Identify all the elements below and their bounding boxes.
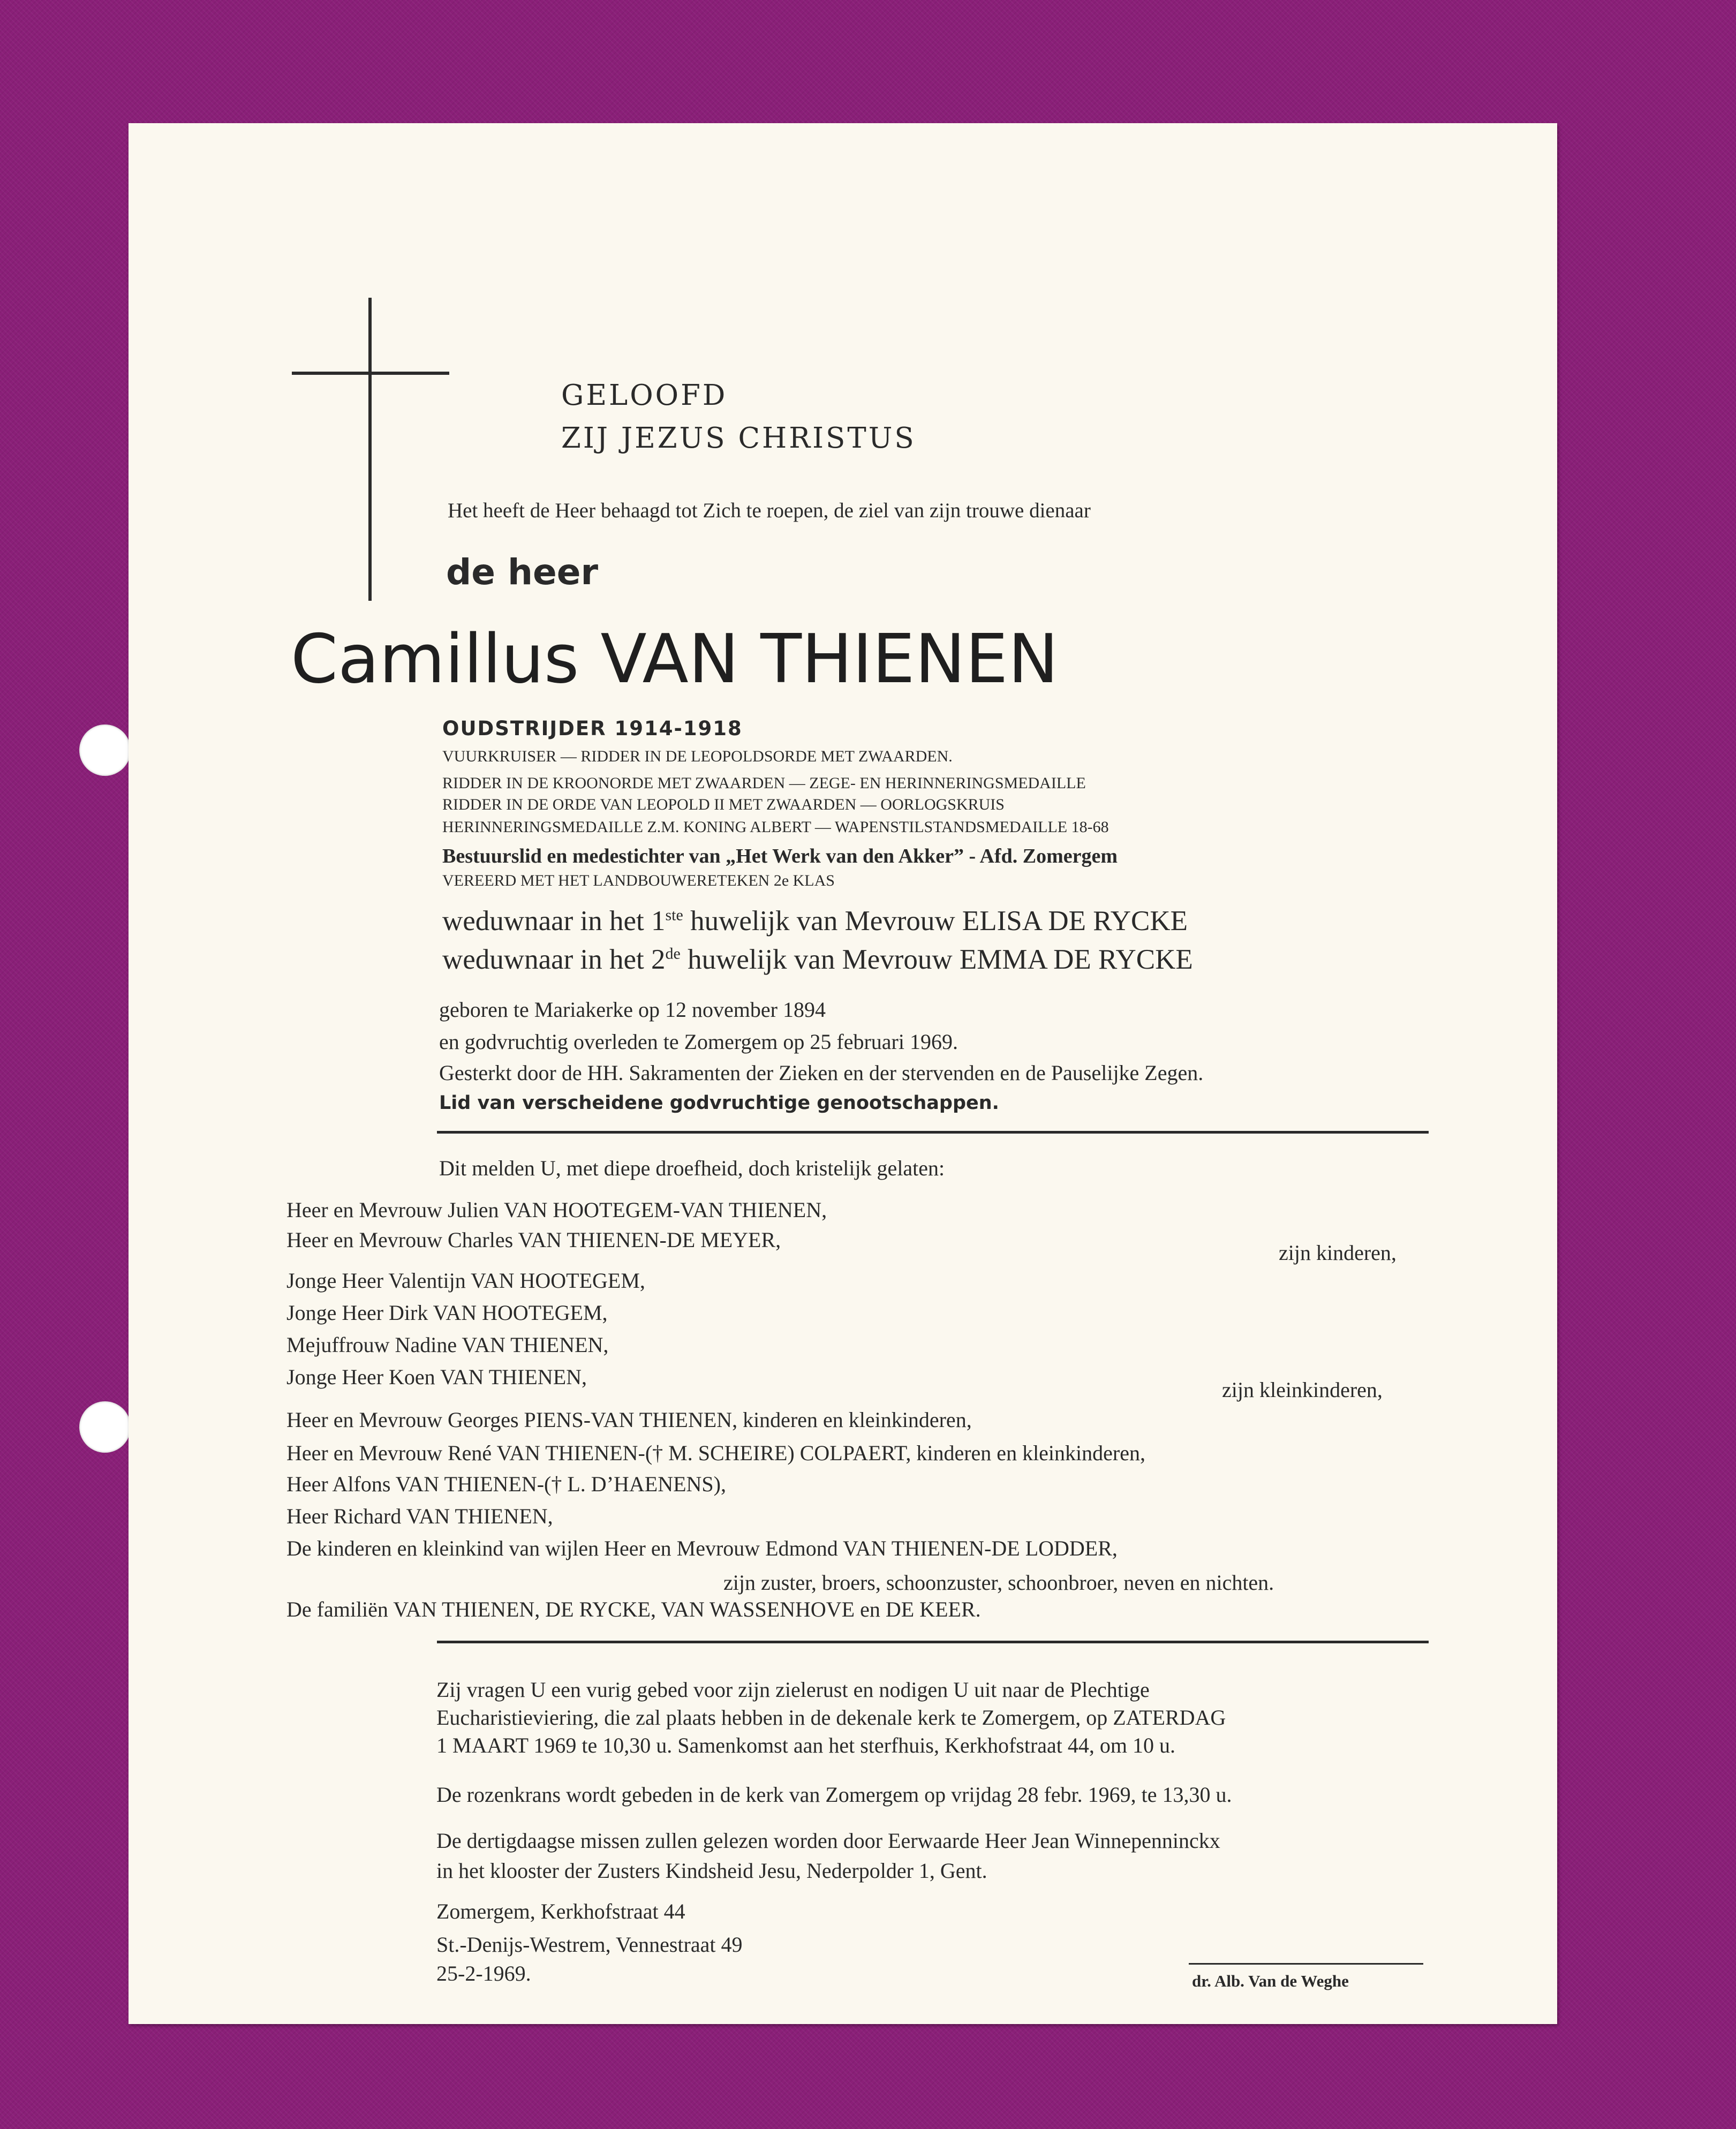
decoration-line-1: VUURKRUISER — RIDDER IN DE LEOPOLDSORDE MET ZWAARDEN. bbox=[442, 748, 953, 765]
masses-line-2: in het klooster der Zusters Kindsheid Jesu, Nederpolder 1, Gent. bbox=[436, 1859, 987, 1883]
honored-line: VEREERD MET HET LANDBOUWERETEKEN 2e KLAS bbox=[442, 872, 835, 889]
family-line-7: Heer en Mevrouw Georges PIENS-VAN THIENEN, kinderen en kleinkinderen, bbox=[286, 1408, 972, 1432]
printer-rule bbox=[1189, 1963, 1423, 1965]
service-line-2: Eucharistieviering, die zal plaats hebben in de dekenale kerk te Zomergem, op ZATERDAG bbox=[436, 1705, 1226, 1730]
family-line-5: Mejuffrouw Nadine VAN THIENEN, bbox=[286, 1333, 609, 1357]
marriage-line-1 bbox=[442, 907, 1188, 935]
divider-1 bbox=[437, 1131, 1429, 1134]
marriage-line-2 bbox=[442, 946, 1193, 974]
birth-line: geboren te Mariakerke op 12 november 1894 bbox=[439, 998, 826, 1022]
marriage-1-prefix: weduwnaar in het 1 bbox=[442, 905, 666, 937]
punch-hole-bottom bbox=[79, 1401, 131, 1453]
family-line-8: Heer en Mevrouw René VAN THIENEN-(† M. SCHEIRE) COLPAERT, kinderen en kleinkinderen, bbox=[286, 1441, 1145, 1465]
marriage-1-suffix: huwelijk van Mevrouw ELISA DE RYCKE bbox=[683, 905, 1188, 937]
honorific: de heer bbox=[446, 552, 599, 593]
relation-grandchildren: zijn kleinkinderen, bbox=[1222, 1378, 1383, 1402]
marriage-1-ordinal: ste bbox=[665, 906, 683, 924]
header-line-2: ZIJ JEZUS CHRISTUS bbox=[561, 422, 916, 455]
relation-siblings: zijn zuster, broers, schoonzuster, schoonbroer, neven en nichten. bbox=[723, 1571, 1274, 1595]
announce-line: Dit melden U, met diepe droefheid, doch kristelijk gelaten: bbox=[439, 1156, 945, 1180]
death-line: en godvruchtig overleden te Zomergem op 25 februari 1969. bbox=[439, 1030, 958, 1054]
masses-line-1: De dertigdaagse missen zullen gelezen worden door Eerwaarde Heer Jean Winnepenninckx bbox=[436, 1829, 1220, 1853]
sacraments-line: Gesterkt door de HH. Sakramenten der Zieken en der stervenden en de Pauselijke Zegen. bbox=[439, 1061, 1204, 1085]
family-line-10: Heer Richard VAN THIENEN, bbox=[286, 1504, 553, 1528]
family-line-3: Jonge Heer Valentijn VAN HOOTEGEM, bbox=[286, 1269, 645, 1293]
board-member-line: Bestuurslid en medestichter van „Het Werk van den Akker” - Afd. Zomergem bbox=[442, 845, 1118, 867]
deceased-name: Camillus VAN THIENEN bbox=[291, 620, 1059, 698]
family-line-12: De familiën VAN THIENEN, DE RYCKE, VAN WASSENHOVE en DE KEER. bbox=[286, 1597, 981, 1621]
family-line-6: Jonge Heer Koen VAN THIENEN, bbox=[286, 1365, 587, 1389]
header-line-1: GELOOFD bbox=[561, 379, 728, 412]
relation-children: zijn kinderen, bbox=[1279, 1241, 1397, 1265]
family-line-9: Heer Alfons VAN THIENEN-(† L. D’HAENENS), bbox=[286, 1472, 726, 1496]
printer-credit: dr. Alb. Van de Weghe bbox=[1192, 1972, 1349, 1990]
family-line-1: Heer en Mevrouw Julien VAN HOOTEGEM-VAN THIENEN, bbox=[286, 1198, 827, 1222]
family-line-2: Heer en Mevrouw Charles VAN THIENEN-DE MEYER, bbox=[286, 1228, 781, 1252]
marriage-2-suffix: huwelijk van Mevrouw EMMA DE RYCKE bbox=[680, 944, 1193, 975]
cross-icon-vertical bbox=[368, 298, 372, 601]
marriage-2-prefix: weduwnaar in het 2 bbox=[442, 944, 666, 975]
veteran-line: OUDSTRIJDER 1914-1918 bbox=[442, 717, 743, 740]
intro-text: Het heeft de Heer behaagd tot Zich te roepen, de ziel van zijn trouwe dienaar bbox=[448, 499, 1091, 522]
service-line-3: 1 MAART 1969 te 10,30 u. Samenkomst aan het sterfhuis, Kerkhofstraat 44, om 10 u. bbox=[436, 1733, 1175, 1757]
member-line: Lid van verscheidene godvruchtige genootschappen. bbox=[439, 1092, 999, 1114]
marriage-2-ordinal: de bbox=[665, 945, 681, 963]
family-line-11: De kinderen en kleinkind van wijlen Heer en Mevrouw Edmond VAN THIENEN-DE LODDER, bbox=[286, 1536, 1118, 1560]
family-line-4: Jonge Heer Dirk VAN HOOTEGEM, bbox=[286, 1301, 608, 1325]
decoration-line-4: HERINNERINGSMEDAILLE Z.M. KONING ALBERT — WAPENSTILSTANDSMEDAILLE 18-68 bbox=[442, 818, 1109, 836]
punch-hole-top bbox=[79, 724, 131, 776]
address-line-2: St.-Denijs-Westrem, Vennestraat 49 bbox=[436, 1932, 743, 1957]
rosary-line: De rozenkrans wordt gebeden in de kerk van Zomergem op vrijdag 28 febr. 1969, te 13,30 u. bbox=[436, 1783, 1232, 1807]
service-line-1: Zij vragen U een vurig gebed voor zijn zielerust en nodigen U uit naar de Plechtige bbox=[436, 1678, 1150, 1702]
cross-icon-horizontal bbox=[292, 372, 449, 375]
decoration-line-3: RIDDER IN DE ORDE VAN LEOPOLD II MET ZWAARDEN — OORLOGSKRUIS bbox=[442, 796, 1005, 813]
divider-2 bbox=[437, 1641, 1429, 1643]
address-line-1: Zomergem, Kerkhofstraat 44 bbox=[436, 1899, 685, 1923]
decoration-line-2: RIDDER IN DE KROONORDE MET ZWAARDEN — ZEGE- EN HERINNERINGSMEDAILLE bbox=[442, 774, 1086, 792]
address-line-3: 25-2-1969. bbox=[436, 1961, 531, 1985]
